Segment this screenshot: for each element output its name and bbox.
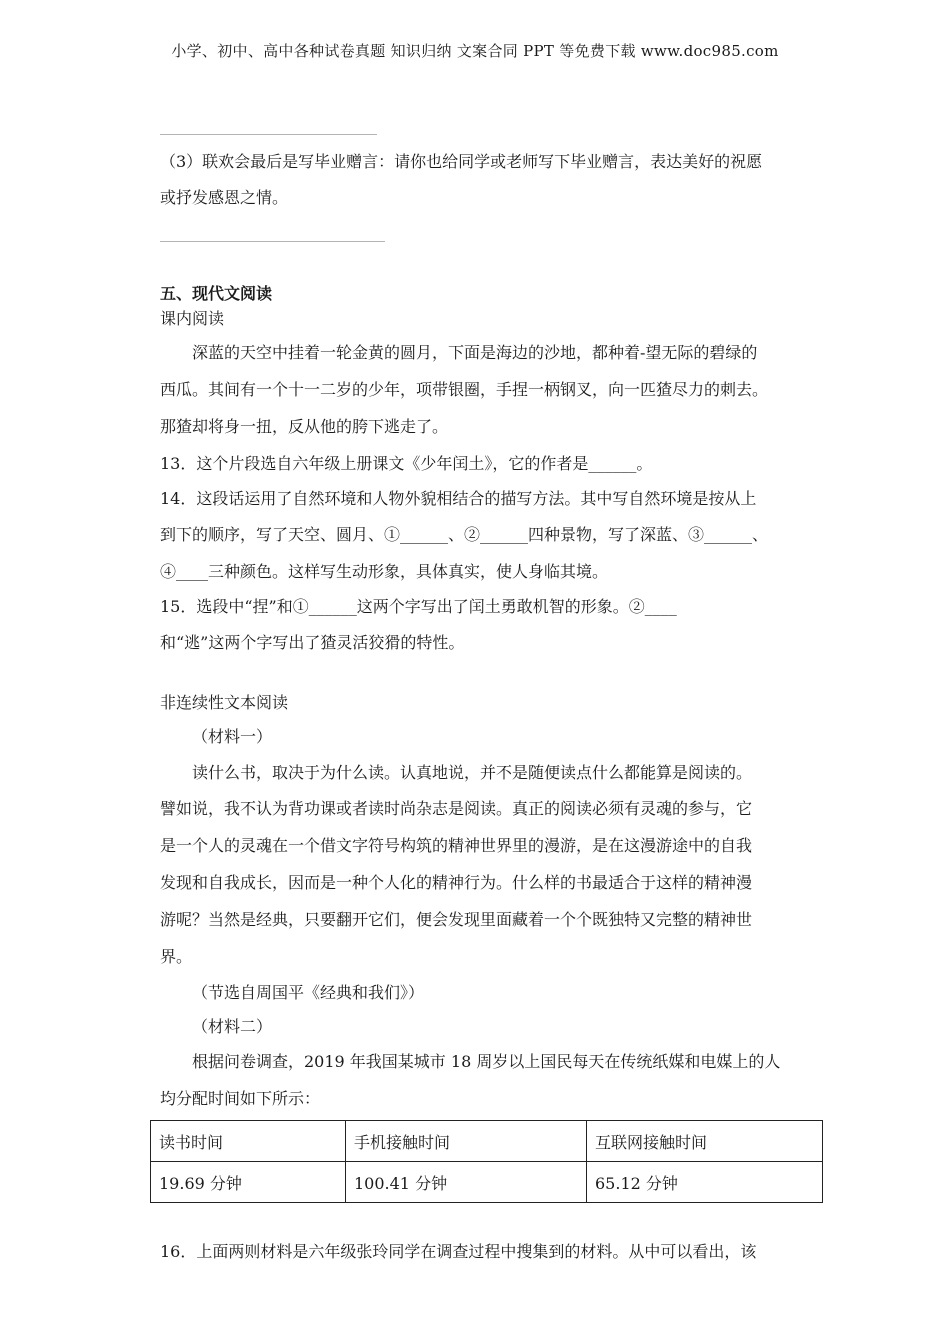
material1-line: 界。 — [160, 947, 193, 966]
material1-line: 读什么书，取决于为什么读。认真地说，并不是随便读点什么都能算是阅读的。 — [192, 763, 753, 782]
material2-line: 均分配时间如下所示： — [160, 1089, 321, 1108]
question-15: 和“逃”这两个字写出了猹灵活狡猾的特性。 — [160, 633, 465, 652]
page-header: 小学、初中、高中各种试卷真题 知识归纳 文案合同 PPT 等免费下载 www.doc985.com — [171, 42, 779, 60]
table-header-cell: 手机接触时间 — [346, 1121, 587, 1162]
table-header-row — [151, 1121, 823, 1162]
material1-line: 譬如说，我不认为背功课或者读时尚杂志是阅读。真正的阅读必须有灵魂的参与，它 — [160, 799, 753, 818]
q3-line2: 或抒发感恩之情。 — [160, 188, 289, 207]
material1-source: （节选自周国平《经典和我们》） — [192, 983, 425, 1002]
nonlinear-title: 非连续性文本阅读 — [160, 693, 289, 712]
section-title: 五、现代文阅读 — [160, 284, 273, 303]
question-14: ④____三种颜色。这样写生动形象，具体真实，使人身临其境。 — [160, 562, 609, 581]
material2-line: 根据问卷调查，2019 年我国某城市 18 周岁以上国民每天在传统纸媒和电媒上的人 — [192, 1052, 781, 1071]
question-15: 15．选段中“捏”和①______这两个字写出了闰土勇敢机智的形象。②____ — [160, 597, 677, 616]
passage-line: 那猹却将身一扭，反从他的胯下逃走了。 — [160, 417, 449, 436]
q3-line1: （3）联欢会最后是写毕业赠言：请你也给同学或老师写下毕业赠言，表达美好的祝愿 — [160, 152, 763, 171]
answer-line — [160, 134, 377, 135]
passage-line: 深蓝的天空中挂着一轮金黄的圆月，下面是海边的沙地，都种着-望无际的碧绿的 — [192, 343, 758, 362]
material1-line: 发现和自我成长，因而是一种个人化的精神行为。什么样的书最适合于这样的精神漫 — [160, 873, 753, 892]
table-cell: 19.69 分钟 — [151, 1162, 346, 1203]
material1-label: （材料一） — [192, 727, 273, 746]
section-subtitle: 课内阅读 — [160, 309, 225, 328]
table-cell: 100.41 分钟 — [346, 1162, 587, 1203]
material2-label: （材料二） — [192, 1017, 273, 1036]
survey-table — [150, 1120, 823, 1203]
question-14: 到下的顺序，写了天空、圆月、①______、②______四种景物，写了深蓝、③______、 — [160, 525, 769, 544]
question-16: 16．上面两则材料是六年级张玲同学在调查过程中搜集到的材料。从中可以看出，该 — [160, 1242, 757, 1261]
material1-line: 游呢？当然是经典，只要翻开它们，便会发现里面藏着一个个既独特又完整的精神世 — [160, 910, 753, 929]
passage-line: 西瓜。其间有一个十一二岁的少年，项带银圈，手捏一柄钢叉，向一匹猹尽力的刺去。 — [160, 380, 769, 399]
table-header-cell: 读书时间 — [151, 1121, 346, 1162]
table-cell: 65.12 分钟 — [587, 1162, 823, 1203]
material1-line: 是一个人的灵魂在一个借文字符号构筑的精神世界里的漫游，是在这漫游途中的自我 — [160, 836, 753, 855]
question-14: 14．这段话运用了自然环境和人物外貌相结合的描写方法。其中写自然环境是按从上 — [160, 489, 757, 508]
table-header-cell: 互联网接触时间 — [587, 1121, 823, 1162]
question-13: 13．这个片段选自六年级上册课文《少年闰土》，它的作者是______。 — [160, 454, 653, 473]
table-row — [151, 1162, 823, 1203]
answer-line — [160, 241, 385, 242]
